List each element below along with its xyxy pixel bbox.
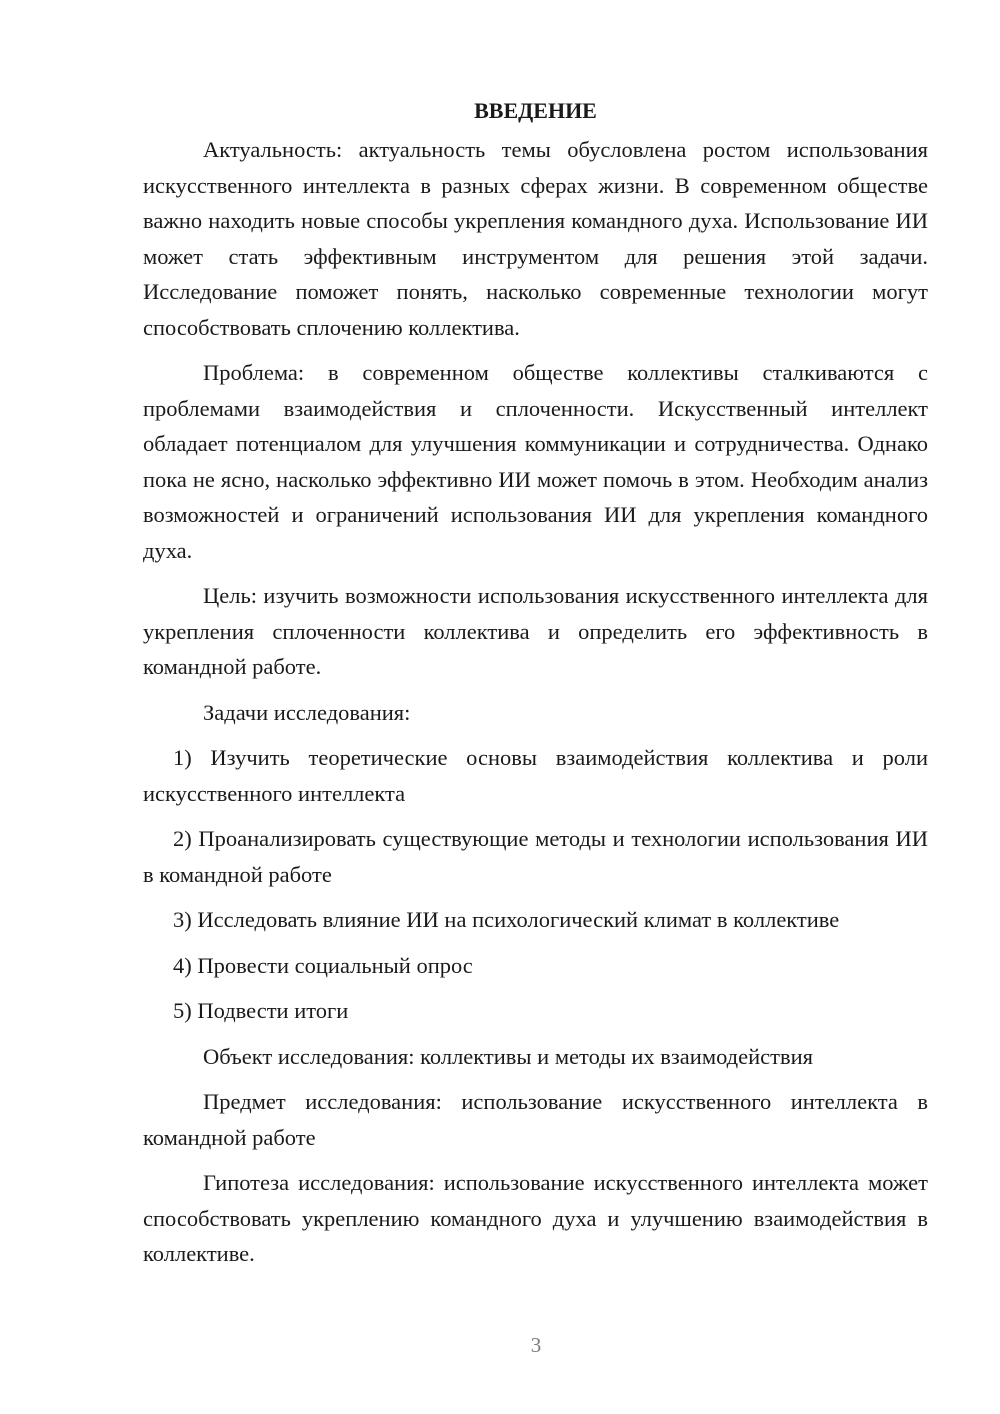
task-item: 3) Исследовать влияние ИИ на психологический климат в коллективе	[173, 907, 840, 932]
hypothesis-paragraph: Гипотеза исследования: использование искусственного интеллекта может способствовать укреплению командного духа и улучшению взаимодействия в коллективе.	[143, 1170, 928, 1266]
task-item: 2) Проанализировать существующие методы и технологии использования ИИ в командной работе	[143, 826, 928, 887]
task-item: 1) Изучить теоретические основы взаимодействия коллектива и роли искусственного интеллекта	[143, 745, 928, 806]
task-item: 5) Подвести итоги	[173, 998, 349, 1023]
page-title: ВВЕДЕНИЕ	[474, 98, 597, 123]
subject-paragraph: Предмет исследования: использование искусственного интеллекта в командной работе	[143, 1089, 928, 1150]
tasks-heading: Задачи исследования:	[203, 699, 411, 725]
page-number: 3	[530, 1333, 542, 1357]
problem-paragraph: Проблема: в современном обществе коллективы сталкиваются с проблемами взаимодействия и сплоченности. Искусственный интеллект обладает потенциалом для улучшения коммуникации и сотрудничества. Однако пока не ясно, насколько эффективно ИИ может помочь в этом. Необходим анализ возможностей и ограничений использования ИИ для укрепления командного духа.	[143, 360, 928, 563]
task-item: 4) Провести социальный опрос	[173, 952, 473, 978]
relevance-paragraph: Актуальность: актуальность темы обусловлена ростом использования искусственного интеллекта в разных сферах жизни. В современном обществе важно находить новые способы укрепления командного духа. Использование ИИ может стать эффективным инструментом для решения этой задачи. Исследование поможет понять, насколько современные технологии могут способствовать сплочению коллектива.	[143, 137, 928, 340]
object-paragraph: Объект исследования: коллективы и методы их взаимодействия	[203, 1043, 813, 1069]
goal-paragraph: Цель: изучить возможности использования искусственного интеллекта для укрепления сплоченности коллектива и определить его эффективность в командной работе.	[143, 583, 928, 679]
document-page	[143, 93, 928, 1282]
